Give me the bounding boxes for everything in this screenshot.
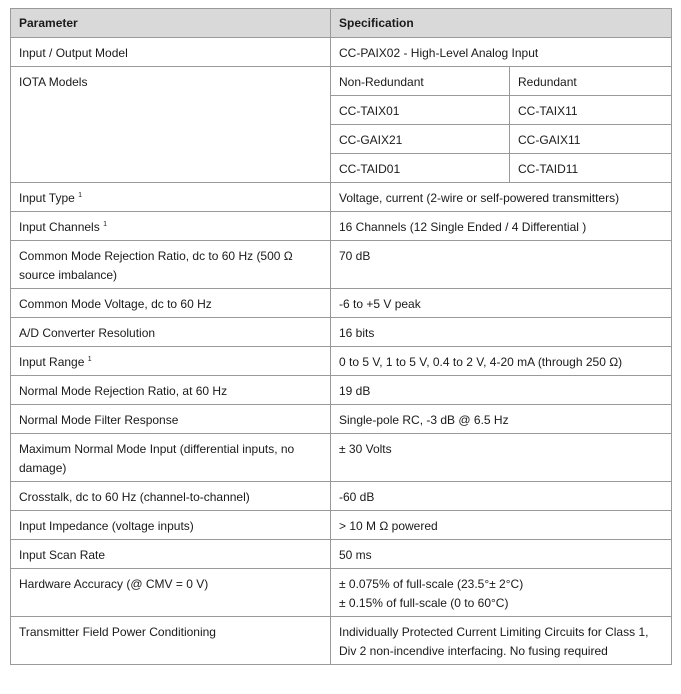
param-input-channels: Input Channels $^1$ <box>11 212 331 241</box>
param-accuracy: Hardware Accuracy (@ CMV = 0 V) <box>11 569 331 617</box>
param-io-model: Input / Output Model <box>11 38 331 67</box>
iota-nonredundant: CC-TAIX01 <box>331 96 510 125</box>
table-row <box>11 540 672 569</box>
param-nm-filter: Normal Mode Filter Response <box>11 405 331 434</box>
iota-redundant: CC-TAIX11 <box>510 96 672 125</box>
header-parameter: Parameter <box>11 9 331 38</box>
table-row <box>11 38 672 67</box>
table-row <box>11 289 672 318</box>
param-iota-models: IOTA Models <box>11 67 331 183</box>
spec-accuracy: ± 0.075% of full-scale (23.5°± 2°C) ± 0.15% of full-scale (0 to 60°C) <box>331 569 672 617</box>
iota-redundant: CC-GAIX11 <box>510 125 672 154</box>
spec-field-power: Individually Protected Current Limiting Circuits for Class 1, Div 2 non-incendive interfacing. No fusing required <box>331 617 672 665</box>
param-scan-rate: Input Scan Rate <box>11 540 331 569</box>
param-cmrr: Common Mode Rejection Ratio, dc to 60 Hz (500 Ω source imbalance) <box>11 241 331 289</box>
footnote-marker: 1 <box>103 221 107 228</box>
table-row <box>11 511 672 540</box>
spec-adc: 16 bits <box>331 318 672 347</box>
spec-max-nm-input: ± 30 Volts <box>331 434 672 482</box>
iota-redundant: CC-TAID11 <box>510 154 672 183</box>
footnote-marker: 1 <box>78 192 83 199</box>
table-row <box>11 405 672 434</box>
table-row <box>11 183 672 212</box>
param-cmv: Common Mode Voltage, dc to 60 Hz <box>11 289 331 318</box>
table-row <box>11 318 672 347</box>
table-row <box>11 617 672 665</box>
param-nmrr: Normal Mode Rejection Ratio, at 60 Hz <box>11 376 331 405</box>
spec-scan-rate: 50 ms <box>331 540 672 569</box>
param-input-range: Input Range $^1$ <box>11 347 331 376</box>
param-max-nm-input: Maximum Normal Mode Input (differential inputs, no damage) <box>11 434 331 482</box>
table-row <box>11 569 672 617</box>
spec-nm-filter: Single-pole RC, -3 dB @ 6.5 Hz <box>331 405 672 434</box>
spec-input-range: 0 to 5 V, 1 to 5 V, 0.4 to 2 V, 4-20 mA (through 250 Ω) <box>331 347 672 376</box>
specification-table <box>10 8 672 665</box>
table-row <box>11 434 672 482</box>
param-field-power: Transmitter Field Power Conditioning <box>11 617 331 665</box>
table-row <box>11 241 672 289</box>
spec-io-model: CC-PAIX02 - High-Level Analog Input <box>331 38 672 67</box>
spec-impedance: > 10 M Ω powered <box>331 511 672 540</box>
spec-nmrr: 19 dB <box>331 376 672 405</box>
table-row <box>11 67 672 96</box>
table-row <box>11 376 672 405</box>
iota-col-nonredundant: Non-Redundant <box>331 67 510 96</box>
iota-nonredundant: CC-TAID01 <box>331 154 510 183</box>
param-crosstalk: Crosstalk, dc to 60 Hz (channel-to-channel) <box>11 482 331 511</box>
spec-crosstalk: -60 dB <box>331 482 672 511</box>
spec-input-type: Voltage, current (2-wire or self-powered transmitters) <box>331 183 672 212</box>
iota-col-redundant: Redundant <box>510 67 672 96</box>
table-row <box>11 347 672 376</box>
param-input-type: Input Type $^1$ <box>11 183 331 212</box>
param-adc: A/D Converter Resolution <box>11 318 331 347</box>
header-specification: Specification <box>331 9 672 38</box>
table-header-row <box>11 9 672 38</box>
table-row <box>11 212 672 241</box>
spec-cmrr: 70 dB <box>331 241 672 289</box>
spec-cmv: -6 to +5 V peak <box>331 289 672 318</box>
iota-nonredundant: CC-GAIX21 <box>331 125 510 154</box>
param-impedance: Input Impedance (voltage inputs) <box>11 511 331 540</box>
table-row <box>11 482 672 511</box>
spec-input-channels: 16 Channels (12 Single Ended / 4 Differential ) <box>331 212 672 241</box>
footnote-marker: 1 <box>87 356 92 363</box>
